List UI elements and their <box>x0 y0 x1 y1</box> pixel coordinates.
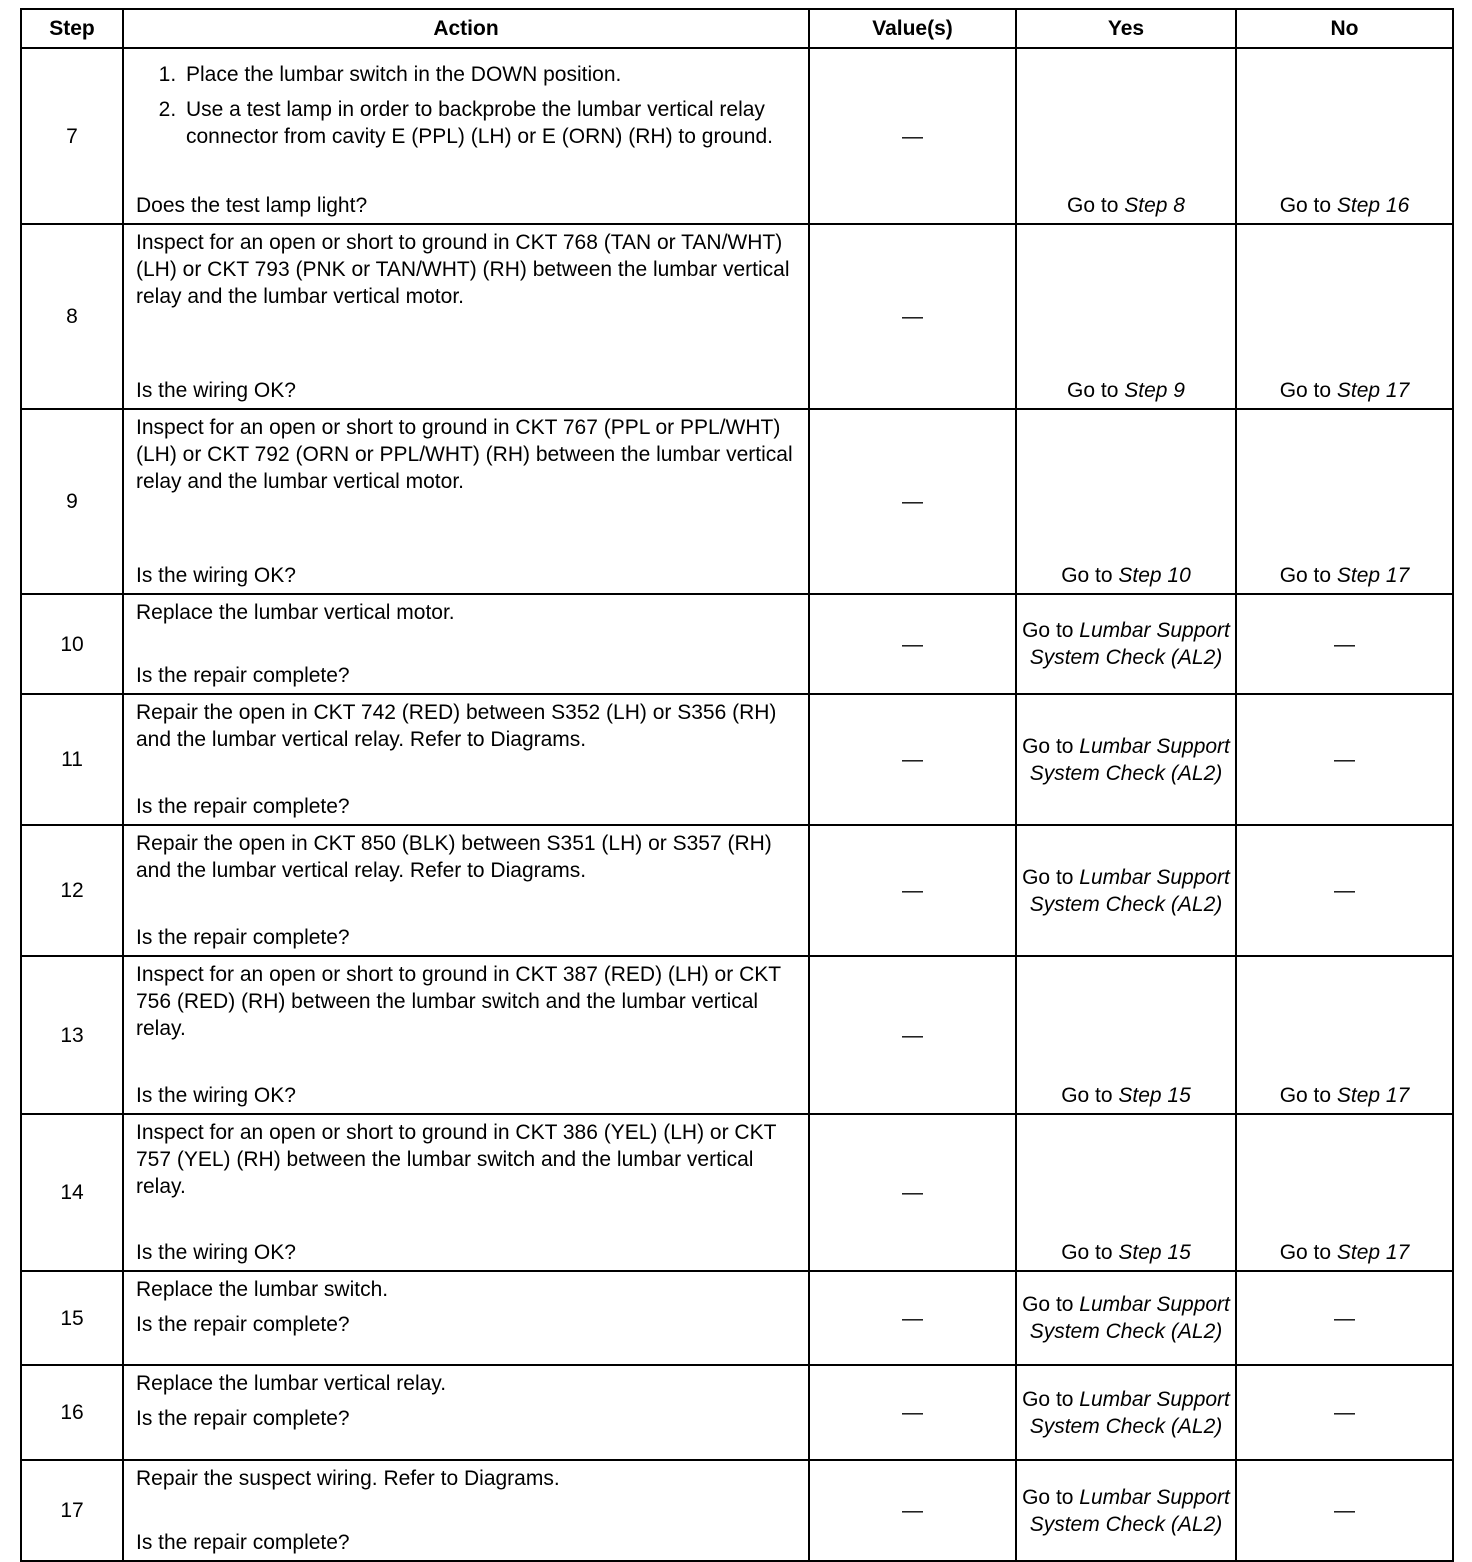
action-cell <box>123 48 809 224</box>
step-number: 15 <box>21 1271 123 1365</box>
action-question: Is the repair complete? <box>136 1407 350 1430</box>
action-question: Is the repair complete? <box>136 795 350 818</box>
header-no: No <box>1236 9 1453 48</box>
action-question: Is the repair complete? <box>136 1313 350 1336</box>
yes-cell <box>1016 1271 1236 1365</box>
yes-prefix: Go to <box>1061 1241 1119 1264</box>
no-cell: — <box>1236 694 1453 825</box>
yes-link[interactable]: Lumbar Support System Check (AL2) <box>1029 865 1230 916</box>
action-question: Is the repair complete? <box>136 1531 350 1554</box>
action-list <box>136 61 798 158</box>
value-cell: — <box>809 48 1016 224</box>
value-cell: — <box>809 1460 1016 1561</box>
table-row <box>21 1460 1453 1561</box>
table-row <box>21 825 1453 956</box>
step-number: 16 <box>21 1365 123 1460</box>
yes-prefix: Go to <box>1061 564 1119 587</box>
action-question: Is the repair complete? <box>136 926 350 949</box>
no-cell <box>1236 409 1453 594</box>
action-cell <box>123 224 809 409</box>
step-number: 9 <box>21 409 123 594</box>
yes-link[interactable]: Step 8 <box>1124 194 1185 217</box>
value-cell: — <box>809 1365 1016 1460</box>
value-cell: — <box>809 956 1016 1114</box>
no-prefix: Go to <box>1279 194 1337 217</box>
action-text: Repair the suspect wiring. Refer to Diagrams. <box>136 1467 560 1490</box>
step-number: 11 <box>21 694 123 825</box>
yes-link[interactable]: Step 15 <box>1118 1241 1191 1264</box>
no-cell <box>1236 956 1453 1114</box>
yes-prefix: Go to <box>1022 1293 1080 1316</box>
step-number: 14 <box>21 1114 123 1271</box>
action-cell <box>123 409 809 594</box>
yes-link[interactable]: Lumbar Support System Check (AL2) <box>1029 734 1230 785</box>
no-cell <box>1236 48 1453 224</box>
yes-cell <box>1016 409 1236 594</box>
yes-cell <box>1016 956 1236 1114</box>
yes-cell <box>1016 694 1236 825</box>
action-cell <box>123 1271 809 1365</box>
action-cell <box>123 694 809 825</box>
step-number: 13 <box>21 956 123 1114</box>
header-step: Step <box>21 9 123 48</box>
yes-prefix: Go to <box>1022 619 1080 642</box>
no-cell: — <box>1236 594 1453 694</box>
yes-prefix: Go to <box>1022 1387 1080 1411</box>
no-prefix: Go to <box>1279 564 1337 587</box>
yes-link[interactable]: Lumbar Support System Check (AL2) <box>1029 1387 1230 1438</box>
list-item: 2. Use a test lamp in order to backprobe the lumbar vertical relay connector from cavity E (PPL) (LH) or E (ORN) (RH) to ground. <box>182 96 798 150</box>
yes-link[interactable]: Lumbar Support System Check (AL2) <box>1029 1485 1230 1536</box>
yes-link[interactable]: Step 9 <box>1124 379 1185 402</box>
table-row <box>21 956 1453 1114</box>
value-cell: — <box>809 1114 1016 1271</box>
no-cell: — <box>1236 825 1453 956</box>
step-number: 17 <box>21 1460 123 1561</box>
header-row <box>21 9 1453 48</box>
diagnostic-table <box>20 8 1454 1562</box>
yes-cell <box>1016 48 1236 224</box>
action-question: Does the test lamp light? <box>136 194 368 217</box>
action-question: Is the wiring OK? <box>136 1084 296 1107</box>
yes-link[interactable]: Step 10 <box>1118 564 1191 587</box>
value-cell: — <box>809 825 1016 956</box>
table-row <box>21 694 1453 825</box>
header-values: Value(s) <box>809 9 1016 48</box>
action-text: Inspect for an open or short to ground in CKT 387 (RED) (LH) or CKT 756 (RED) (RH) between the lumbar switch and the lumbar vertical relay. <box>136 963 781 1040</box>
yes-link[interactable]: Step 15 <box>1118 1084 1191 1107</box>
yes-cell <box>1016 1460 1236 1561</box>
action-text: Inspect for an open or short to ground in CKT 386 (YEL) (LH) or CKT 757 (YEL) (RH) between the lumbar switch and the lumbar vertical relay. <box>136 1121 777 1198</box>
yes-link[interactable]: Lumbar Support System Check (AL2) <box>1029 1293 1230 1343</box>
no-cell: — <box>1236 1460 1453 1561</box>
action-question: Is the repair complete? <box>136 664 350 687</box>
action-text: Repair the open in CKT 850 (BLK) between S351 (LH) or S357 (RH) and the lumbar vertical relay. Refer to Diagrams. <box>136 832 772 882</box>
action-cell <box>123 1460 809 1561</box>
action-cell <box>123 956 809 1114</box>
action-text: Repair the open in CKT 742 (RED) between S352 (LH) or S356 (RH) and the lumbar vertical relay. Refer to Diagrams. <box>136 701 777 751</box>
yes-prefix: Go to <box>1067 194 1125 217</box>
table-row <box>21 409 1453 594</box>
table-row <box>21 48 1453 224</box>
no-prefix: Go to <box>1279 379 1337 402</box>
no-cell <box>1236 224 1453 409</box>
no-link[interactable]: Step 17 <box>1336 379 1410 402</box>
no-cell <box>1236 1114 1453 1271</box>
no-cell: — <box>1236 1365 1453 1460</box>
action-text: Inspect for an open or short to ground in CKT 767 (PPL or PPL/WHT) (LH) or CKT 792 (ORN or PPL/WHT) (RH) between the lumbar vertical relay and the lumbar vertical motor. <box>136 416 793 493</box>
value-cell: — <box>809 694 1016 825</box>
table-row <box>21 1114 1453 1271</box>
value-cell: — <box>809 224 1016 409</box>
action-text: Replace the lumbar switch. <box>136 1278 389 1301</box>
no-link[interactable]: Step 17 <box>1336 1084 1410 1107</box>
action-text: Replace the lumbar vertical motor. <box>136 601 455 624</box>
yes-cell <box>1016 825 1236 956</box>
yes-cell <box>1016 594 1236 694</box>
value-cell: — <box>809 409 1016 594</box>
yes-link[interactable]: Lumbar Support System Check (AL2) <box>1029 619 1230 669</box>
no-prefix: Go to <box>1279 1241 1337 1264</box>
yes-cell <box>1016 224 1236 409</box>
no-cell: — <box>1236 1271 1453 1365</box>
table-row <box>21 224 1453 409</box>
action-question: Is the wiring OK? <box>136 1241 296 1264</box>
yes-cell <box>1016 1365 1236 1460</box>
no-link[interactable]: Step 17 <box>1336 564 1410 587</box>
action-question: Is the wiring OK? <box>136 564 296 587</box>
value-cell: — <box>809 1271 1016 1365</box>
step-number: 10 <box>21 594 123 694</box>
yes-prefix: Go to <box>1022 865 1080 889</box>
action-cell <box>123 1114 809 1271</box>
action-cell <box>123 825 809 956</box>
step-number: 12 <box>21 825 123 956</box>
action-question: Is the wiring OK? <box>136 379 296 402</box>
yes-prefix: Go to <box>1067 379 1125 402</box>
yes-prefix: Go to <box>1022 1485 1080 1509</box>
yes-cell <box>1016 1114 1236 1271</box>
value-cell: — <box>809 594 1016 694</box>
step-number: 7 <box>21 48 123 224</box>
action-cell <box>123 1365 809 1460</box>
header-action: Action <box>123 9 809 48</box>
table-row <box>21 594 1453 694</box>
yes-prefix: Go to <box>1061 1084 1119 1107</box>
step-number: 8 <box>21 224 123 409</box>
no-link[interactable]: Step 17 <box>1336 1241 1410 1264</box>
no-prefix: Go to <box>1279 1084 1337 1107</box>
table-row <box>21 1365 1453 1460</box>
table-row <box>21 1271 1453 1365</box>
yes-prefix: Go to <box>1022 734 1080 758</box>
no-link[interactable]: Step 16 <box>1336 194 1410 217</box>
action-text: Inspect for an open or short to ground in CKT 768 (TAN or TAN/WHT) (LH) or CKT 793 (PNK or TAN/WHT) (RH) between the lumbar vertical relay and the lumbar vertical motor. <box>136 231 790 308</box>
list-item: 1. Place the lumbar switch in the DOWN position. <box>182 61 798 88</box>
action-text: Replace the lumbar vertical relay. <box>136 1372 447 1395</box>
action-cell <box>123 594 809 694</box>
header-yes: Yes <box>1016 9 1236 48</box>
